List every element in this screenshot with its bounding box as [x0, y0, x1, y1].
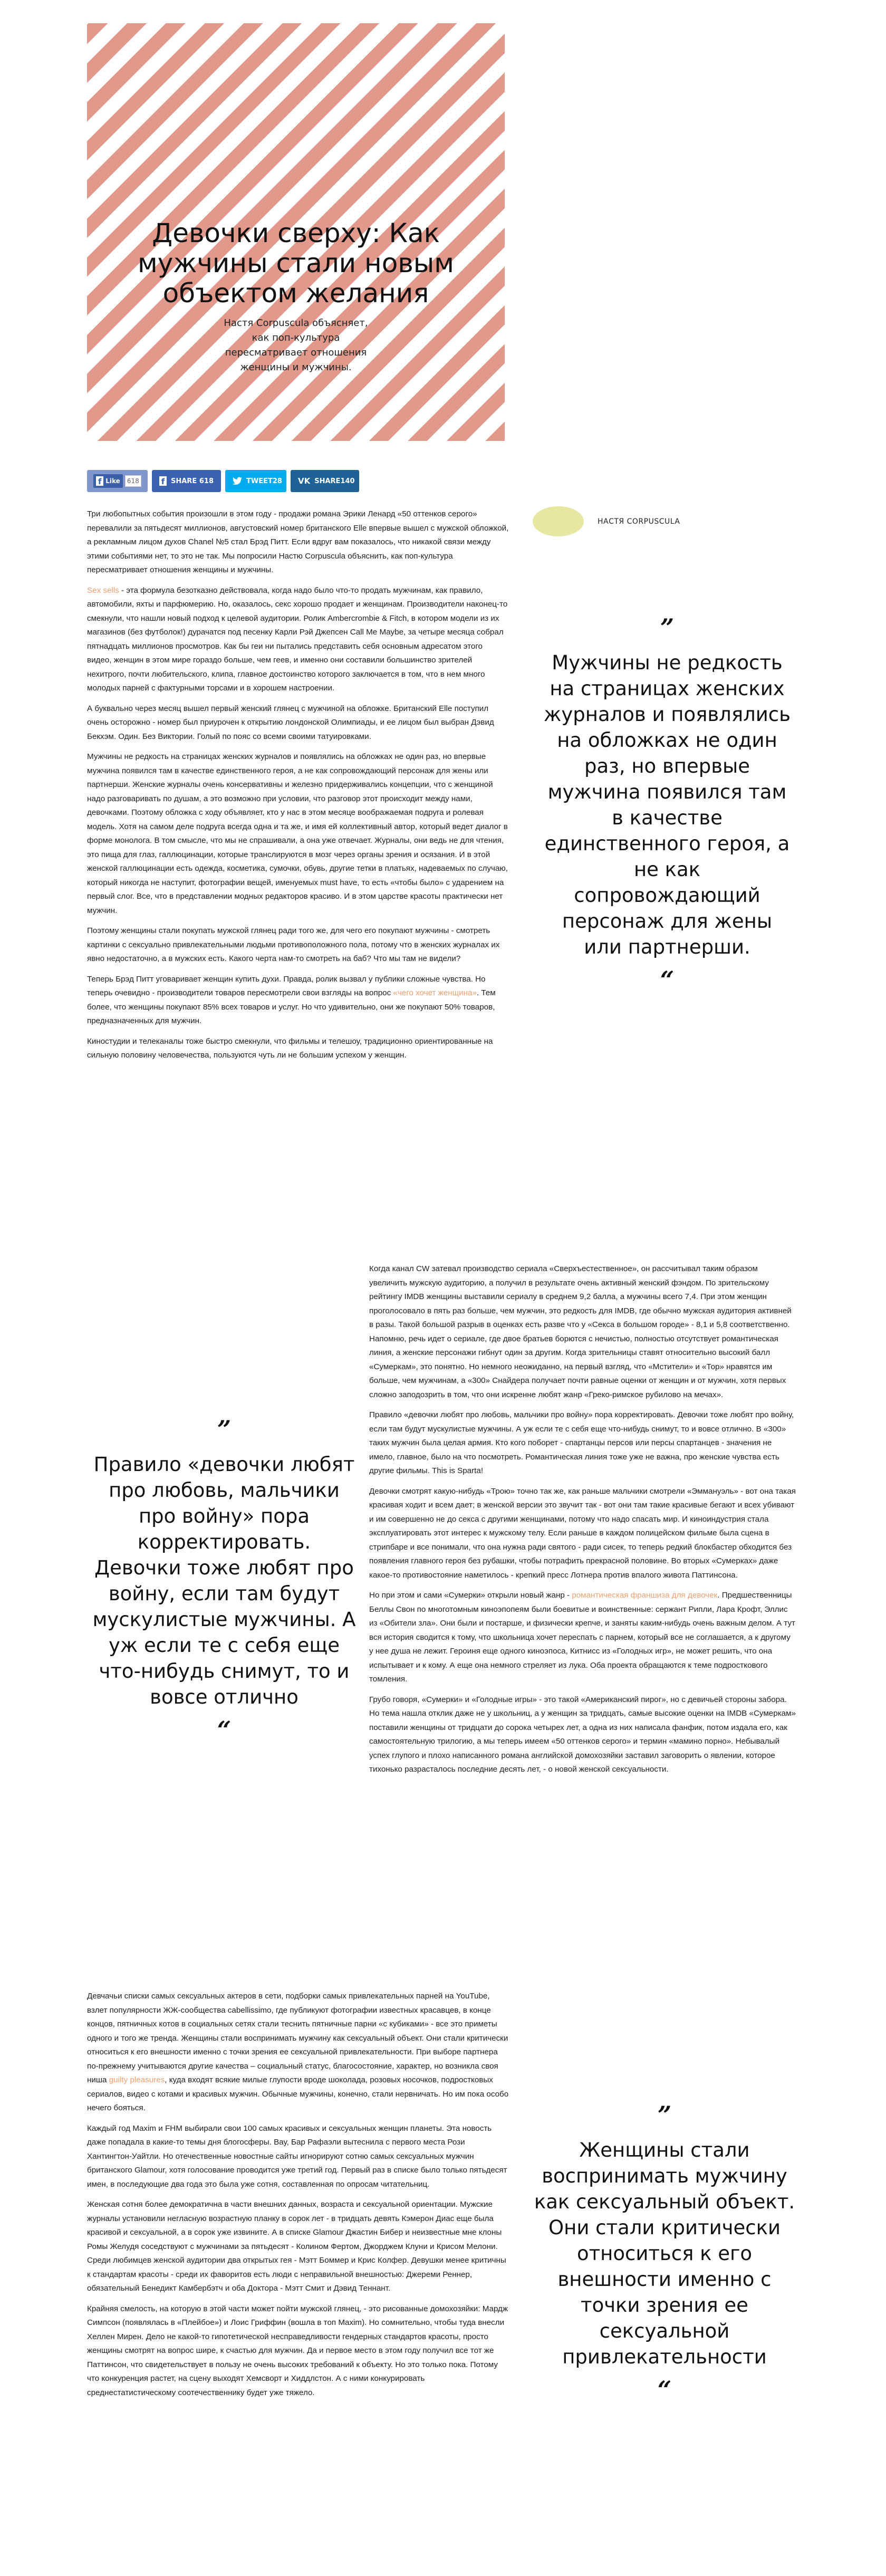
pull-quote-text: Женщины стали воспринимать мужчину как сексуальный объект. Они стали критически относиться к его внешности именно с точки зрения ее сексуальной привлекательности [534, 2139, 795, 2368]
quote-open-icon: ” [657, 2101, 672, 2129]
what-woman-wants-link[interactable]: «чего хочет женщина» [393, 988, 477, 997]
paragraph-text: Теперь Брэд Питт уговаривает женщин купить духи. Правда, ролик вызвал у публики сложные чувства. Но теперь очевидно - производители товаров пересмотрели свои взгляды на вопрос [87, 974, 486, 997]
facebook-icon: f [96, 476, 103, 486]
article-title: Девочки сверху: Как мужчины стали новым объектом желания [138, 218, 454, 309]
sex-sells-link[interactable]: Sex sells [87, 585, 119, 595]
paragraph: Киностудии и телеканалы тоже быстро смекнули, что фильмы и телешоу, традиционно ориентированные на сильную половину человечества, пользуются чуть ли не большим успехом у женщин. [87, 1036, 493, 1060]
paragraph: А буквально через месяц вышел первый женский глянец с мужчиной на обложке. Британский Elle поступил очень осторожно - номер был приурочен к открытию лондонской Олимпиады, и ее лицом был выбран Дэвид Бекхэм. Один. Без Виктории. Голый по пояс со всеми своими татуировками. [87, 704, 494, 741]
tweet-label: TWEET [246, 477, 273, 485]
article-body-section-2 [369, 1262, 796, 1783]
author-block [533, 506, 680, 536]
paragraph: Три любопытных события произошли в этом году - продажи романа Эрики Ленард «50 оттенков серого» перевалили за пятьдесят миллионов, августовский номер британского Elle впервые вышел с мужской обложкой, а рекламным лицом духов Chanel №5 стал Брэд Питт. Если вдруг вам показалось, что никакой связи между этими событиями нет, то это не так. Мы попросили Настю Corpuscula объяснить, как поп-культура пересматривает отношения женщины и мужчины. [87, 510, 509, 574]
paragraph: Женская сотня более демократична в части внешних данных, возраста и сексуальной ориентации. Мужские журналы установили негласную возрастную планку в сорок лет - в тридцать девять Кэмерон Диас еще была красивой и сексуальной, а в сорок уже извините. А в списке Glamour Джастин Бибер и неизвестные мне клоны Ромы Желудя соседствуют с мужчинами за пятьдесят - Колином Фертом, Джорджем Клуни и Крисом Мелони. Среди любимцев женской аудитории два открытых гея - Мэтт Боммер и Крис Колфер. Девушки менее критичны к стандартам красоты - среди их фаворитов есть люди с неправильной внешностью: Джереми Реннер, обязательный Бенедикт Камбербэтч и оба Доктора - Мэтт Смит и Дэвид Теннант. [87, 2200, 506, 2293]
pull-quote [543, 613, 791, 994]
vk-share-button[interactable] [291, 470, 359, 492]
paragraph-text: , куда входят всякие милые глупости вроде шоколада, розовых носочков, подростковых сериалов, видео с котами и красивых мужчин. Обычные мужчины, конечно, стали нервничать. Но им пока особо нечего бояться. [87, 2075, 509, 2112]
quote-open-icon: ” [660, 613, 675, 642]
facebook-like-label: Like [105, 477, 120, 485]
facebook-like-inner [93, 474, 123, 488]
quote-close-icon: “ [660, 966, 675, 994]
twitter-bird-icon [233, 477, 242, 485]
paragraph [369, 1589, 796, 1687]
pull-quote-text: Мужчины не редкость на страницах женских журналов и появлялись на обложках не один раз, но впервые мужчина появился там в качестве единственного героя, а не как сопровождающий персонаж для жены или партнерши. [544, 651, 791, 958]
hero-banner [87, 23, 505, 441]
article-body-section-3 [87, 1989, 509, 2406]
article-body-section-1 [87, 507, 509, 1069]
author-avatar [533, 506, 584, 536]
paragraph-text: Но при этом и сами «Сумерки» открыли новый жанр - [369, 1591, 572, 1600]
quote-close-icon: “ [217, 1716, 232, 1744]
paragraph: Девочки смотрят какую-нибудь «Трою» точно так же, как раньше мальчики смотрели «Эммануэль» - вот она такая красивая ходит и всем дает; в женской версии это звучит так - вот они там такие красивые бегают и всех убивают и им совершенно не до секса с другими женщинами, потому что надо спасать мир. И киноиндустрия стала эксплуатировать этот интерес к мужскому телу. Если раньше в каждом полицейском фильме была сцена в стрипбаре и все понимали, что она нужна ради святого - ради сисек, то теперь редкий блокбастер обходится без появления главного героя без рубашки, чтобы потрафить прекрасной половине. Во вторых «Сумерках» даже какое-то противостояние наметилось - крепкий пресс Лотнера против впалого живота Паттинсона. [369, 1486, 796, 1580]
facebook-share-button[interactable] [152, 470, 221, 492]
vk-share-count: 140 [340, 477, 355, 485]
paragraph-text: Девчачьи списки самых сексуальных актеров в сети, подборки самых привлекательных парней на YouTube, взлет популярности ЖЖ-сообщества cabellissimo, где публикуют фотографии известных красавцев, в конце концов, пятничных котов в социальных сетях стали теснить пятничные парни «с кубиками» - все это приметы одного и того же тренда. Женщины стали воспринимать мужчину как сексуальный объект. Они стали критически относиться к его внешности именно с точки зрения ее сексуальной привлекательности. При выборе партнера по-прежнему учитываются другие качества – социальный статус, благосостояние, характер, но возникла своя ниша [87, 1992, 508, 2084]
paragraph-text: - эта формула безотказно действовала, когда надо было что-то продать мужчинам, как правило, автомобили, яхты и парфюмерию. Но, оказалось, секс хорошо продает и женщинам. Производители наконец-то смекнули, что нашли новый подход к целевой аудитории. Ролик Ambercrombie & Fitch, в котором модели из их магазинов (без футболок!) дурачатся под песенку Карли Рэй Джепсен Call Me Maybe, за четыре месяца собрал пятнадцать миллионов просмотров. Как бы геи ни пытались представить себя основным адресатом этого видео, женщин в этом мире гораздо больше, чем геев, и именно они составили большинство зрителей нехитрого, почти любительского, клипа, главное достоинство которого заключается в том, что в нем много молодых парней с фактурными торсами и в хорошем настроении. [87, 585, 508, 693]
paragraph [87, 584, 509, 696]
vk-icon: VK [298, 476, 311, 486]
share-bar [87, 470, 505, 492]
paragraph: Грубо говоря, «Сумерки» и «Голодные игры» - это такой «Американский пирог», но с девичьей стороны забора. Но тема нашла отклик даже не у школьниц, а у женщин за тридцать, самые высокие оценки на IMDB «Сумеркам» поставили женщины от тридцати до сорока четырех лет, а одна из них написала фанфик, потом издала его, как самостоятельную трилогию, а мы теперь имеем «50 оттенков серого» и термин «мамино порно». Небывалый успех глупого и плохо написанного романа английской домохозяйки заставил заговорить о явлении, которое тихонько разрасталось последние десять лет, - о новой женской сексуальности. [369, 1695, 796, 1774]
paragraph [87, 973, 509, 1029]
facebook-like-button[interactable] [87, 470, 148, 492]
paragraph: Мужчины не редкость на страницах женских журналов и появлялись на обложках не один раз, но впервые мужчина появился там в качестве единственного героя, а не как сопровождающий персонаж для жены или партнерши. Женские журналы очень консервативны и железно придерживались концепции, что с женщиной надо разговаривать по душам, а это возможно при условии, что разговор этот происходит между нами, девочками. Поэтому обложка с ходу объявляет, кто у нас в этом месяце воображаемая подруга и ролевая модель. Хотя на самом деле подруга всегда одна и та же, и имя ей коллективный автор, который ведет диалог в форме монолога. В том смысле, что мы не спрашивали, а она уже отвечает. Журналы, они ведь не для чтения, это пища для глаз, галлюцинации, которые транслируются в мозг через органы зрения и осязания. И в этой женской галлюцинации есть одежда, косметика, сумочки, обувь, другие тетки в платьях, надеваемых по случаю, который никогда не наступит, фотографии вещей, именуемых must have, то есть «чтобы было» с ударением на первый слог. Все, что в представлении модных редакторов красиво. И в этом царстве красоты практически нет мужчин. [87, 752, 508, 915]
facebook-icon: f [159, 476, 167, 486]
paragraph: Когда канал CW затевал производство сериала «Сверхъестественное», он рассчитывал таким образом увеличить мужскую аудиторию, а получил в результате очень активный женский фэндом. По зрительскому рейтингу IMDB женщины выставили сериалу в среднем 9,2 балла, а мужчины всего 7,4. При этом женщин проголосовало в пять раз больше, чем мужчин, это редкость для IMDB, где обычно мужская аудитория активней в разы. Такой большой разрыв в оценках есть разве что у «Секса в большом городе» - 8,1 и 5,8 соответственно. Напомню, речь идет о сериале, где двое братьев борются с нечистью, полностью отсутствует романтическая линия, а женские персонажи гибнут один за другим. Когда зрительницы ставят относительно высокий балл «Сумеркам», это понятно. Но немного неожиданно, на первый взгляд, что «Мстители» и «Тор» нравятся им больше, чем мужчинам, а «300» Снайдера получает почти равные оценки от женщин и от мужчин, хотя первых сложно заподозрить в том, что они искренне любят жанр «Греко-римское рубилово на мечах». [369, 1264, 792, 1399]
vk-share-label: SHARE [314, 477, 341, 485]
paragraph: Поэтому женщины стали покупать мужской глянец ради того же, для чего его покупают мужчины - смотреть картинки с сексуально привлекательными людьми противоположного пола, потому что в женских журналах их явно недостаточно, а в мужских есть. Какого черта нам-то смотреть на баб? Что мы там не видели? [87, 926, 500, 963]
pull-quote [533, 2101, 796, 2404]
guilty-pleasures-link[interactable]: guilty pleasures [109, 2075, 165, 2084]
quote-close-icon: “ [657, 2376, 672, 2404]
paragraph-text: . Предшественницы Беллы Свон по многотомным киноэпопеям были боевитые и воинственные: сержант Рипли, Лара Крофт, Эллис из «Обители зла». Они были и постарше, и физически крепче, и заняты каким-нибудь очень важным делом. А тут вся история сводится к тому, что школьница хочет переспать с парнем, который все не соглашается, а к другому у нее душа не лежит. Героиня еще одного киноэпоса, Китнисс из «Голодных игр», не может решить, что она испытывает и к кому. А еще она немного стреляет из лука. Оба проекта обращаются к теме подросткового томления. [369, 1591, 796, 1684]
tweet-count: 28 [272, 477, 282, 485]
paragraph: Каждый год Maxim и FHM выбирали свои 100 самых красивых и сексуальных женщин планеты. Эта новость даже попадала в какие-то темы дня блогосферы. Вау, Бар Рафаэли вытеснила с первого места Рози Хантингтон-Уайтли. Но отечественные новостные сайты игнорируют сотню самых сексуальных мужчин британского Glamour, хотя голосование проводится уже третий год. Первый раз в списке было только пятьдесят имен, в последующие два года это была уже сотня, составленная по опросам читательниц. [87, 2123, 507, 2189]
author-name[interactable]: НАСТЯ CORPUSCULA [598, 517, 680, 526]
facebook-share-label: SHARE [171, 477, 197, 485]
facebook-share-count: 618 [199, 477, 214, 485]
article-subtitle: Настя Corpuscula объясняет, как поп-культура пересматривает отношения женщины и мужчины. [224, 318, 368, 373]
pull-quote-text: Правило «девочки любят про любовь, мальчики про войну» пора корректировать. Девочки тоже любят про войну, если там будут мускулистые мужчины. А уж если те с себя еще что-нибудь снимут, то и вовсе отлично [92, 1453, 356, 1708]
quote-open-icon: ” [217, 1415, 232, 1444]
romantic-franchise-link[interactable]: романтическая франшиза для девочек [572, 1591, 718, 1600]
paragraph [87, 1989, 509, 2116]
paragraph-text: . Тем более, что женщины покупают 85% всех товаров и услуг. Но что удивительно, они же покупают 50% товаров, предназначенных для мужчин. [87, 988, 496, 1025]
paragraph: Крайняя смелость, на которую в этой части может пойти мужской глянец, - это рисованные домохозяйки: Мардж Симпсон (появлялась в «Плейбое») и Лоис Гриффин (вошла в топ Maxim). Но сомнительно, чтобы туда внесли Хеллен Мирен. Дело не какой-то гипотетической несправедливости гендерных стандартов красоты, просто женщины смотрят на вопрос шире, к счастью для мужчин. Да и первое место в этом году получил все тот же Паттинсон, что свидетельствует в пользу не очень высоких требований к объекту. Но это только пока. Потому что конкуренция растет, на сцену выходят Хемсворт и Хиддлстон. А с ними конкурировать среднестатистическому соотечественнику будет уже тяжело. [87, 2304, 508, 2397]
facebook-like-count: 618 [125, 475, 141, 487]
paragraph: Правило «девочки любят про любовь, мальчики про войну» пора корректировать. Девочки тоже любят про войну, если там будут мускулистые мужчины. А уж если те с себя еще что-нибудь снимут, то и вовсе отлично. В «300» таких мужчин была целая армия. Кто кого поборет - спартанцы персов или персы спартанцев - значения не имело, главное, было на что посмотреть. Романтическая линия тоже уже не важна, про женские чувства есть другие фильмы. This is Sparta! [369, 1410, 794, 1475]
tweet-button[interactable] [225, 470, 286, 492]
pull-quote [92, 1415, 356, 1744]
